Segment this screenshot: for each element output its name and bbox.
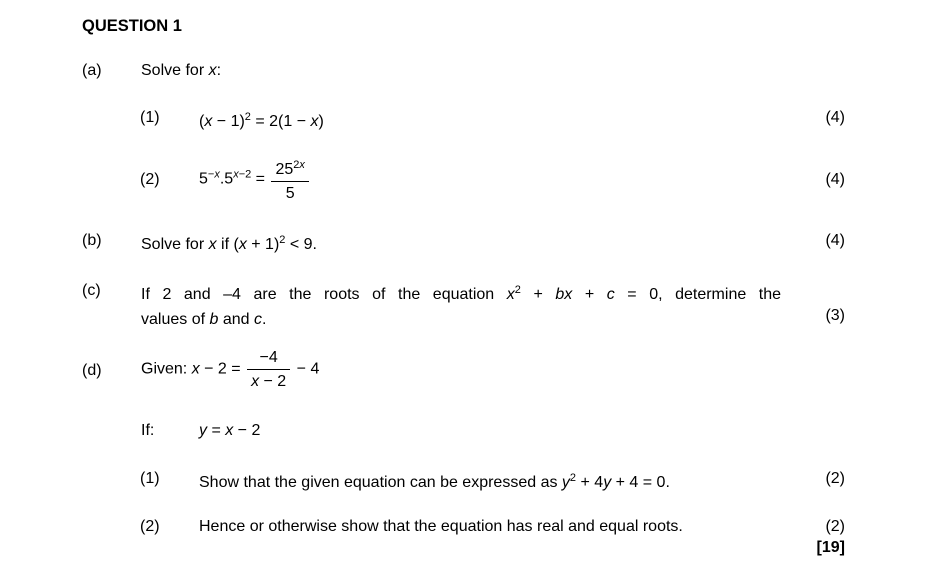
part-a-label: (a) (82, 62, 102, 79)
part-c-line2: values of b and c. (141, 311, 267, 328)
part-d-given-equation: Given: x − 2 = $\frac{-4}{x - 2}$ − 4 (141, 349, 320, 390)
part-d-if-equation: y = x − 2 (199, 422, 261, 439)
part-c-mark: (3) (825, 307, 845, 324)
part-c-paragraph (141, 281, 781, 329)
part-a1-equation: $(x - 1)^2 = 2(1 - x)$ (199, 111, 324, 130)
total-mark: [19] (816, 539, 845, 556)
part-d1-label: (1) (140, 470, 160, 487)
part-b-text: Solve for x if $(x + 1)^2 < 9$. (141, 234, 317, 253)
part-d-if-label: If: (141, 422, 155, 439)
part-a2-label: (2) (140, 171, 160, 188)
part-a-prompt: Solve for x: (141, 62, 222, 79)
part-d1-mark: (2) (825, 470, 845, 487)
part-d2-label: (2) (140, 518, 160, 535)
part-b-mark: (4) (825, 232, 845, 249)
question-heading-text: QUESTION 1 (82, 17, 182, 35)
question-heading (82, 17, 845, 36)
part-d1-text: Show that the given equation can be expressed as $y^2 + 4y + 4 = 0$. (199, 472, 670, 491)
part-a1-label: (1) (140, 109, 160, 126)
part-b-label: (b) (82, 232, 102, 249)
part-c-line1: If 2 and –4 are the roots of the equation $x^2$ + bx + c = 0, determine the (141, 284, 782, 303)
part-d2-text: Hence or otherwise show that the equation has real and equal roots. (199, 518, 683, 535)
part-d2-mark: (2) (825, 518, 845, 535)
part-a2-equation: $5^{-x}.5^{x-2}$ = $\frac{25^{2x}}{5}$ (199, 156, 311, 203)
part-d-label: (d) (82, 362, 102, 379)
part-c-label: (c) (82, 282, 101, 299)
part-a2-mark: (4) (825, 171, 845, 188)
part-a1-mark: (4) (825, 109, 845, 126)
